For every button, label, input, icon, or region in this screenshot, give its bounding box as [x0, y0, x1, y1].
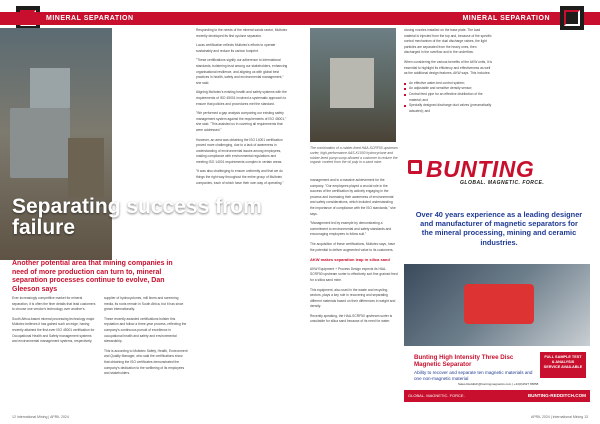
- article-column-right-1: management and is a massive achievement for the company. "Our employees played a crucial role in the success of the certification by actively engaging in the process and increasing their awareness of environmental and safety considerations, which included understanding the importance of compliance with the ISO standards," she says. "Management led by example by demonstrating a commitment to environmental and safety standards and encouraging employees to follow suit." The acquisition of these certifications, Multotec says, have the potential to deliver augmented value to its customers. AKW makes separation leap in silica sand AKW Equipment + Process Design expects its HAA-SCRF50 upstream sorter to effectively sort fine grained feed for a silica sand mine. This equipment, also used in the waste and recycling sectors, plays a key role in recovering and separating different materials based on their differences in weight and density. Recently speaking, the HAA-SCRF50 upstream sorter is unsuitable for silica sand because of its need for water.: [310, 178, 398, 324]
- ad-footer-brand: GLOBAL. MAGNETIC. FORCE.: [408, 393, 465, 398]
- section-band-right: MINERAL SEPARATION: [300, 12, 600, 25]
- right-page: [300, 0, 600, 424]
- ad-footer[interactable]: [404, 390, 590, 402]
- ad-headline: Over 40 years experience as a leading designer and manufacturer of magnetic separators for the mineral processing, mining and ceramic industries.: [415, 210, 583, 247]
- feature-list: [404, 81, 492, 115]
- equipment-photo: [310, 28, 396, 142]
- folio-right: APRIL 2024 | International Mining 13: [530, 415, 588, 419]
- article-column-2: supplier of hydrocyclones, mill liners and screening media, its roots remain in South Africa, but it has since grown internationally. These recently awarded certifications bolster this reputation and follow a three-year process, reflecting the company's continuous pursuit of excellence in occupational health and safety and environmental stewardship. This is according to Multotec Safety, Health, Environment and Quality Manager, who said the certifications show that obtaining the ISO certificates demonstrated the company's dedication to the wellbeing of its employees and stakeholders.: [104, 296, 188, 376]
- list-item: An effective water-bed control system;: [404, 81, 492, 87]
- article-standfirst: Another potential area that mining companies in need of more production can turn to, mineral separation processes continue to evolve, Dan Gleeson says: [12, 260, 173, 293]
- ad-badge: FULL SAMPLE TEST & ANALYSIS SERVICE AVAILABLE: [540, 352, 586, 378]
- bunting-advert[interactable]: [404, 146, 590, 408]
- im-logo-right: [560, 6, 584, 30]
- folio-left: 12 International Mining | APRIL 2024: [12, 415, 69, 419]
- list-item: Specially designed discharge duct valves (pneumatically actuated); and: [404, 103, 492, 114]
- ad-product-image: [404, 264, 590, 346]
- photo-caption: The combination of a rubber-lined HAA-SCRF50 upstream sorter, high-performance AAS-K1000 hydrocyclone and rubber-lined pump sump allowed a customer to reduce the organic content from the oil pulp in a sand mine.: [310, 146, 398, 165]
- article-column-3: Responding to the needs of the mineral sands sector, Multotec recently developed its first cyclone separator. Lucas certification reflects Multotec's efforts to operate sustainably and reduce its carbon footprint. "These certifications signify our adherence to international standards, bolstering trust among our stakeholders, enhancing organisational resilience, and aligning us with global best practices in health, safety and environmental management," she said. Aligning Multotec's existing health and safety systems with the requirements of ISO 45001 involved a systematic approach to ensure that policies and procedures met the standard. "We performed a gap analysis comparing our existing safety management system against the requirements of ISO 45001," she said. "This assisted us in covering all requirements that were addressed." However, an area was obtaining the ISO 14001 certification proved more challenging, due to a lack of awareness in understanding of environmental issues among employees, making compliance with environmental regulations and meeting ISO 14001 requirements complex in certain areas. "It was also challenging to ensure uniformity and that we do things the right way throughout the entire group of Multotec companies, each of which have their own way of operating.": [196, 28, 288, 185]
- ad-url-link: BUNTING-REDDITCH.COM: [527, 393, 586, 398]
- ad-product-title: Bunting High Intensity Three Disc Magnetic Separator: [414, 354, 514, 368]
- ad-contacts[interactable]: Sales.Redditch@buntingmagnetics.com | +44(0)1527 65858: [458, 382, 539, 386]
- bunting-logo-icon: [408, 160, 422, 174]
- list-item: Central feed pipe for an effective distribution of the material; and: [404, 92, 492, 103]
- article-column-1: Ever increasingly competitive market for mineral separation, it is often the finer details that lead customers to choose one vendor's technology over another's. South Africa-based mineral processing technology major Multotec believes it has gained such an edge, having recently attained the first-ever ISO 45001 certification for Occupational Health and Safety management systems and environmental management systems, respectively.: [12, 296, 96, 344]
- article-headline: Separating success from failure: [12, 195, 262, 239]
- ad-brand: BUNTING: [426, 156, 535, 182]
- ad-product: [414, 354, 534, 381]
- section-band-left: MINERAL SEPARATION: [0, 12, 300, 25]
- ad-tagline: GLOBAL. MAGNETIC. FORCE.: [460, 180, 545, 186]
- subheading: AKW makes separation leap in silica sand: [310, 257, 390, 263]
- article-column-right-2: closing nozzles installed on the base plate. The load material is injected from the top and, because of the specific control mechanism of the dual discharge valves, the light particles are separated from the heavy ones, then discharged in the overflow and in the underflow. When considering the various benefits of the AKW units, it is essential to highlight its efficiency and effectiveness as well as the additional design features, AKW says. This includes: An effective water-bed control system; An adjustable and sensitive density sensor; Central feed pipe for an effective distribution of the material; and Specially designed discharge duct valves (pneumatically actuated); and: [404, 28, 492, 113]
- ad-product-desc: Ability to recover and separate ten magnetic materials and one non-magnetic material: [414, 370, 533, 381]
- list-item: An adjustable and sensitive density sensor;: [404, 86, 492, 92]
